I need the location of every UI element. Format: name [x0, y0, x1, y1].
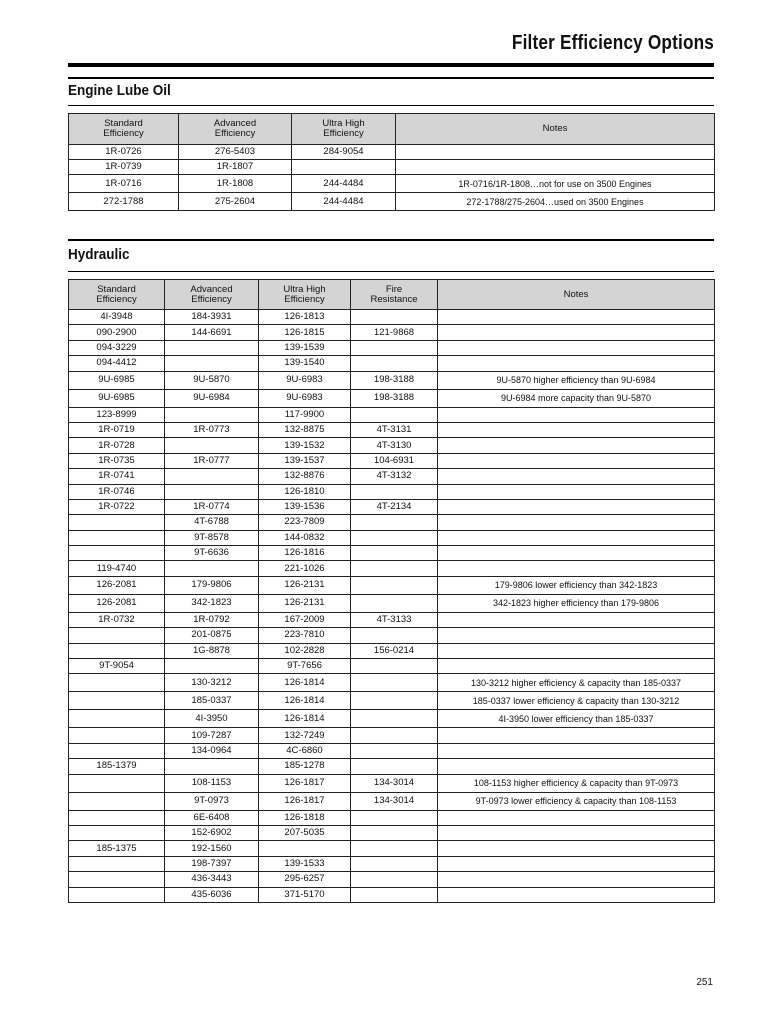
part-number-cell: 4I-3948	[69, 310, 165, 325]
part-number-cell: 094-3229	[69, 340, 165, 355]
notes-cell	[438, 856, 715, 871]
table-header-row	[69, 280, 715, 310]
part-number-cell: 9T-7656	[259, 659, 351, 674]
notes-cell	[438, 325, 715, 340]
part-number-cell: 185-1278	[259, 759, 351, 774]
notes-cell: 4I-3950 lower efficiency than 185-0337	[438, 710, 715, 728]
part-number-cell: 139-1537	[259, 453, 351, 468]
notes-cell: 342-1823 higher efficiency than 179-9806	[438, 594, 715, 612]
part-number-cell	[165, 561, 259, 576]
part-number-cell: 185-1379	[69, 759, 165, 774]
part-number-cell: 126-1817	[259, 792, 351, 810]
table-row	[69, 515, 715, 530]
part-number-cell: 1G-8878	[165, 643, 259, 658]
column-header: Notes	[396, 114, 715, 145]
part-number-cell: 9U-6985	[69, 389, 165, 407]
table-row	[69, 887, 715, 902]
part-number-cell: 126-1814	[259, 710, 351, 728]
part-number-cell: 126-1818	[259, 810, 351, 825]
part-number-cell: 1R-0716	[69, 175, 179, 193]
part-number-cell: 126-2131	[259, 594, 351, 612]
page-number: 251	[696, 977, 713, 988]
part-number-cell: 9T-0973	[165, 792, 259, 810]
part-number-cell	[69, 810, 165, 825]
part-number-cell: 139-1533	[259, 856, 351, 871]
part-number-cell: 123-8999	[69, 407, 165, 422]
part-number-cell: 435-6036	[165, 887, 259, 902]
part-number-cell	[69, 872, 165, 887]
part-number-cell: 121-9868	[351, 325, 438, 340]
part-number-cell	[351, 356, 438, 371]
section-rule-bottom	[68, 271, 714, 272]
table-row	[69, 825, 715, 840]
hydraulic-table	[68, 279, 715, 903]
part-number-cell: 1R-1808	[179, 175, 292, 193]
part-number-cell: 9T-8578	[165, 530, 259, 545]
table-row	[69, 310, 715, 325]
table-row	[69, 659, 715, 674]
table-row	[69, 841, 715, 856]
table-row	[69, 371, 715, 389]
table-row	[69, 469, 715, 484]
part-number-cell	[351, 594, 438, 612]
part-number-cell: 126-1816	[259, 546, 351, 561]
notes-cell: 9T-0973 lower efficiency & capacity than 108-1153	[438, 792, 715, 810]
part-number-cell	[351, 674, 438, 692]
notes-cell	[438, 515, 715, 530]
part-number-cell: 223-7809	[259, 515, 351, 530]
part-number-cell: 4T-3131	[351, 422, 438, 437]
part-number-cell: 4T-6788	[165, 515, 259, 530]
part-number-cell	[165, 407, 259, 422]
section-rule-top	[68, 77, 714, 79]
notes-cell	[438, 407, 715, 422]
part-number-cell: 9U-6985	[69, 371, 165, 389]
part-number-cell: 198-7397	[165, 856, 259, 871]
part-number-cell	[351, 810, 438, 825]
part-number-cell: 1R-0739	[69, 160, 179, 175]
table-row	[69, 612, 715, 627]
title-rule	[68, 63, 714, 67]
part-number-cell	[69, 825, 165, 840]
notes-cell	[438, 612, 715, 627]
part-number-cell	[69, 643, 165, 658]
part-number-cell: 192-1560	[165, 841, 259, 856]
part-number-cell	[351, 340, 438, 355]
part-number-cell: 4T-3130	[351, 438, 438, 453]
notes-cell	[438, 872, 715, 887]
part-number-cell	[351, 692, 438, 710]
part-number-cell: 201-0875	[165, 628, 259, 643]
part-number-cell: 184-3931	[165, 310, 259, 325]
notes-cell	[438, 499, 715, 514]
notes-cell	[438, 546, 715, 561]
part-number-cell: 244-4484	[292, 175, 396, 193]
part-number-cell	[69, 674, 165, 692]
part-number-cell: 126-2081	[69, 594, 165, 612]
part-number-cell: 198-3188	[351, 371, 438, 389]
part-number-cell	[351, 546, 438, 561]
engine-lube-oil-table	[68, 113, 715, 211]
part-number-cell	[351, 825, 438, 840]
part-number-cell: 1R-0732	[69, 612, 165, 627]
table-row	[69, 389, 715, 407]
section-rule-bottom	[68, 105, 714, 106]
part-number-cell: 144-0832	[259, 530, 351, 545]
notes-cell	[438, 743, 715, 758]
part-number-cell: 436-3443	[165, 872, 259, 887]
part-number-cell: 126-1815	[259, 325, 351, 340]
column-header: Notes	[438, 280, 715, 310]
part-number-cell	[165, 484, 259, 499]
part-number-cell: 276-5403	[179, 145, 292, 160]
part-number-cell: 275-2604	[179, 193, 292, 211]
notes-cell	[438, 887, 715, 902]
page-title: Filter Efficiency Options	[511, 32, 714, 54]
part-number-cell: 1R-0719	[69, 422, 165, 437]
part-number-cell	[351, 515, 438, 530]
table-row	[69, 692, 715, 710]
part-number-cell: 139-1539	[259, 340, 351, 355]
part-number-cell: 371-5170	[259, 887, 351, 902]
part-number-cell	[351, 407, 438, 422]
column-header: Standard Efficiency	[69, 114, 179, 145]
part-number-cell: 090-2900	[69, 325, 165, 340]
notes-cell	[438, 643, 715, 658]
notes-cell: 185-0337 lower efficiency & capacity than 130-3212	[438, 692, 715, 710]
notes-cell	[438, 759, 715, 774]
part-number-cell: 1R-0774	[165, 499, 259, 514]
part-number-cell	[351, 628, 438, 643]
table-row	[69, 576, 715, 594]
table-row	[69, 499, 715, 514]
part-number-cell: 132-7249	[259, 728, 351, 743]
notes-cell	[438, 469, 715, 484]
part-number-cell	[351, 561, 438, 576]
notes-cell	[438, 356, 715, 371]
table-row	[69, 561, 715, 576]
part-number-cell: 295-6257	[259, 872, 351, 887]
part-number-cell: 130-3212	[165, 674, 259, 692]
part-number-cell: 132-8876	[259, 469, 351, 484]
part-number-cell: 9T-6636	[165, 546, 259, 561]
part-number-cell: 094-4412	[69, 356, 165, 371]
notes-cell: 108-1153 higher efficiency & capacity than 9T-0973	[438, 774, 715, 792]
part-number-cell	[69, 887, 165, 902]
part-number-cell: 9U-5870	[165, 371, 259, 389]
part-number-cell: 132-8875	[259, 422, 351, 437]
part-number-cell	[351, 484, 438, 499]
notes-cell: 9U-5870 higher efficiency than 9U-6984	[438, 371, 715, 389]
column-header: Standard Efficiency	[69, 280, 165, 310]
notes-cell	[438, 453, 715, 468]
part-number-cell: 126-1817	[259, 774, 351, 792]
part-number-cell	[69, 743, 165, 758]
part-number-cell	[165, 438, 259, 453]
part-number-cell: 134-3014	[351, 792, 438, 810]
part-number-cell: 167-2009	[259, 612, 351, 627]
table-row	[69, 774, 715, 792]
part-number-cell: 198-3188	[351, 389, 438, 407]
part-number-cell: 223-7810	[259, 628, 351, 643]
part-number-cell: 1R-0777	[165, 453, 259, 468]
notes-cell	[438, 530, 715, 545]
part-number-cell	[351, 530, 438, 545]
column-header: Fire Resistance	[351, 280, 438, 310]
part-number-cell	[351, 856, 438, 871]
section-title-hydraulic: Hydraulic	[68, 246, 130, 263]
column-header: Ultra High Efficiency	[259, 280, 351, 310]
table-row	[69, 530, 715, 545]
column-header: Advanced Efficiency	[165, 280, 259, 310]
notes-cell: 9U-6984 more capacity than 9U-5870	[438, 389, 715, 407]
notes-cell: 272-1788/275-2604…used on 3500 Engines	[396, 193, 715, 211]
table-row	[69, 160, 715, 175]
part-number-cell	[69, 792, 165, 810]
part-number-cell: 9T-9054	[69, 659, 165, 674]
part-number-cell	[351, 841, 438, 856]
table-row	[69, 643, 715, 658]
part-number-cell	[351, 743, 438, 758]
notes-cell: 130-3212 higher efficiency & capacity than 185-0337	[438, 674, 715, 692]
part-number-cell: 4T-3132	[351, 469, 438, 484]
table-row	[69, 792, 715, 810]
part-number-cell	[69, 628, 165, 643]
part-number-cell	[351, 728, 438, 743]
part-number-cell: 1R-0735	[69, 453, 165, 468]
notes-cell	[438, 438, 715, 453]
part-number-cell: 109-7287	[165, 728, 259, 743]
notes-cell	[438, 422, 715, 437]
table-row	[69, 546, 715, 561]
part-number-cell	[259, 841, 351, 856]
part-number-cell	[351, 310, 438, 325]
part-number-cell	[69, 856, 165, 871]
notes-cell	[438, 310, 715, 325]
part-number-cell	[351, 659, 438, 674]
part-number-cell	[69, 774, 165, 792]
notes-cell	[396, 145, 715, 160]
part-number-cell: 1R-0792	[165, 612, 259, 627]
part-number-cell	[165, 356, 259, 371]
part-number-cell: 1R-0728	[69, 438, 165, 453]
part-number-cell: 9U-6983	[259, 371, 351, 389]
table-row	[69, 810, 715, 825]
part-number-cell: 156-0214	[351, 643, 438, 658]
table-row	[69, 325, 715, 340]
part-number-cell	[351, 576, 438, 594]
part-number-cell	[292, 160, 396, 175]
part-number-cell: 342-1823	[165, 594, 259, 612]
part-number-cell: 139-1532	[259, 438, 351, 453]
table-row	[69, 407, 715, 422]
notes-cell	[438, 728, 715, 743]
part-number-cell	[69, 728, 165, 743]
part-number-cell: 126-1814	[259, 674, 351, 692]
notes-cell	[438, 561, 715, 576]
part-number-cell	[351, 887, 438, 902]
notes-cell	[438, 825, 715, 840]
part-number-cell: 1R-0746	[69, 484, 165, 499]
part-number-cell	[351, 710, 438, 728]
table-row	[69, 728, 715, 743]
notes-cell	[438, 628, 715, 643]
part-number-cell: 244-4484	[292, 193, 396, 211]
notes-cell	[438, 659, 715, 674]
table-header-row	[69, 114, 715, 145]
part-number-cell	[69, 546, 165, 561]
notes-cell	[396, 160, 715, 175]
part-number-cell: 102-2828	[259, 643, 351, 658]
part-number-cell: 6E-6408	[165, 810, 259, 825]
part-number-cell: 139-1536	[259, 499, 351, 514]
part-number-cell: 284-9054	[292, 145, 396, 160]
table-row	[69, 438, 715, 453]
part-number-cell: 207-5035	[259, 825, 351, 840]
part-number-cell: 1R-1807	[179, 160, 292, 175]
section-title-engine-lube-oil: Engine Lube Oil	[68, 82, 171, 99]
table-row	[69, 743, 715, 758]
part-number-cell: 126-2081	[69, 576, 165, 594]
table-row	[69, 145, 715, 160]
table-row	[69, 193, 715, 211]
part-number-cell	[165, 469, 259, 484]
part-number-cell: 4T-2134	[351, 499, 438, 514]
notes-cell	[438, 810, 715, 825]
part-number-cell	[165, 340, 259, 355]
notes-cell: 179-9806 lower efficiency than 342-1823	[438, 576, 715, 594]
part-number-cell: 126-1810	[259, 484, 351, 499]
table-row	[69, 710, 715, 728]
part-number-cell: 1R-0726	[69, 145, 179, 160]
part-number-cell: 126-1813	[259, 310, 351, 325]
table-row	[69, 356, 715, 371]
part-number-cell	[351, 872, 438, 887]
part-number-cell	[69, 530, 165, 545]
table-row	[69, 856, 715, 871]
table-row	[69, 453, 715, 468]
part-number-cell: 185-1375	[69, 841, 165, 856]
part-number-cell: 272-1788	[69, 193, 179, 211]
part-number-cell: 119-4740	[69, 561, 165, 576]
table-row	[69, 872, 715, 887]
part-number-cell	[69, 692, 165, 710]
part-number-cell: 152-6902	[165, 825, 259, 840]
part-number-cell: 185-0337	[165, 692, 259, 710]
part-number-cell: 126-1814	[259, 692, 351, 710]
part-number-cell: 134-0964	[165, 743, 259, 758]
table-row	[69, 594, 715, 612]
part-number-cell: 9U-6983	[259, 389, 351, 407]
part-number-cell: 126-2131	[259, 576, 351, 594]
table-row	[69, 422, 715, 437]
notes-cell	[438, 841, 715, 856]
part-number-cell: 104-6931	[351, 453, 438, 468]
part-number-cell: 1R-0722	[69, 499, 165, 514]
column-header: Advanced Efficiency	[179, 114, 292, 145]
table-row	[69, 674, 715, 692]
table-row	[69, 175, 715, 193]
part-number-cell: 4T-3133	[351, 612, 438, 627]
part-number-cell: 4I-3950	[165, 710, 259, 728]
part-number-cell	[351, 759, 438, 774]
part-number-cell	[165, 659, 259, 674]
section-rule-top	[68, 239, 714, 241]
part-number-cell: 179-9806	[165, 576, 259, 594]
column-header: Ultra High Efficiency	[292, 114, 396, 145]
part-number-cell: 117-9900	[259, 407, 351, 422]
part-number-cell	[165, 759, 259, 774]
part-number-cell: 134-3014	[351, 774, 438, 792]
table-row	[69, 484, 715, 499]
notes-cell	[438, 340, 715, 355]
part-number-cell: 4C-6860	[259, 743, 351, 758]
table-row	[69, 759, 715, 774]
table-row	[69, 628, 715, 643]
part-number-cell: 1R-0741	[69, 469, 165, 484]
part-number-cell: 1R-0773	[165, 422, 259, 437]
notes-cell	[438, 484, 715, 499]
part-number-cell	[69, 515, 165, 530]
table-row	[69, 340, 715, 355]
part-number-cell: 9U-6984	[165, 389, 259, 407]
part-number-cell: 144-6691	[165, 325, 259, 340]
part-number-cell: 139-1540	[259, 356, 351, 371]
part-number-cell	[69, 710, 165, 728]
notes-cell: 1R-0716/1R-1808…not for use on 3500 Engines	[396, 175, 715, 193]
part-number-cell: 108-1153	[165, 774, 259, 792]
part-number-cell: 221-1026	[259, 561, 351, 576]
